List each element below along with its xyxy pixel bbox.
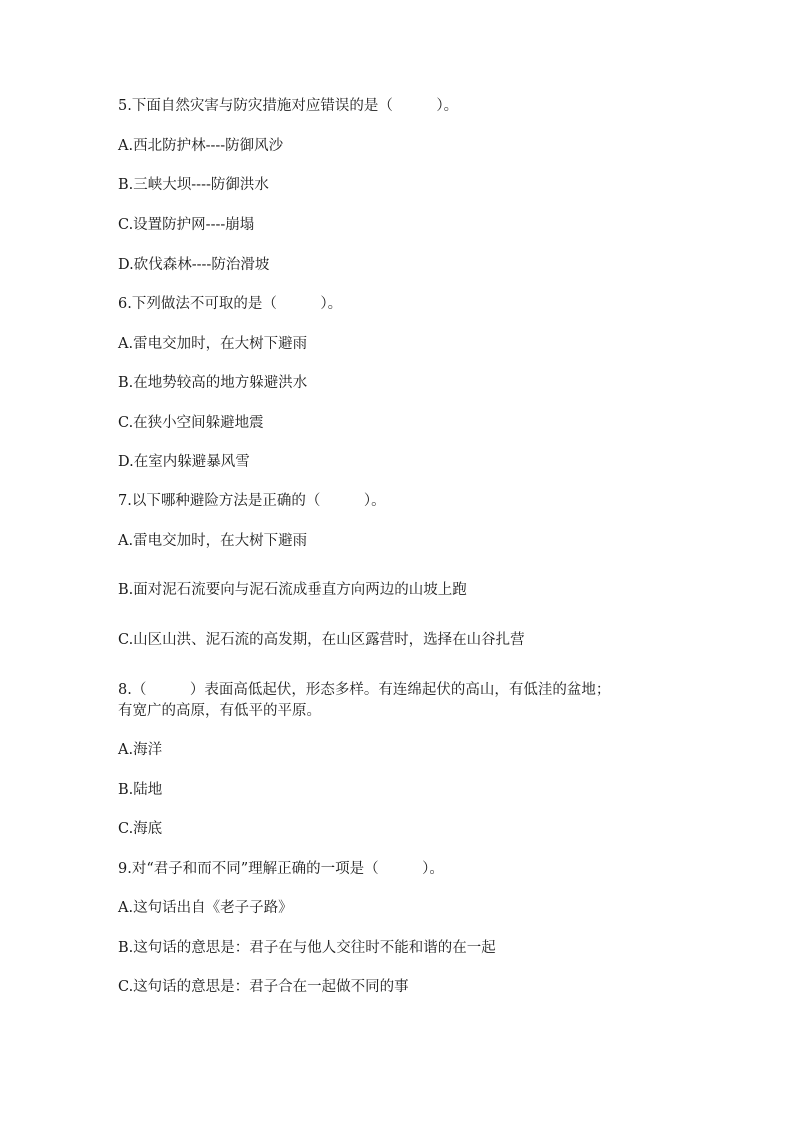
question-9-stem: 9.对“君子和而不同”理解正确的一项是（ ）。	[118, 861, 444, 877]
question-9-option-c: C.这句话的意思是：君子合在一起做不同的事	[118, 979, 409, 995]
question-7-option-a: A.雷电交加时，在大树下避雨	[118, 533, 308, 549]
question-8-option-a: A.海洋	[118, 742, 163, 758]
question-9-option-a: A.这句话出自《老子子路》	[118, 900, 293, 916]
question-5-option-c: C.设置防护网----崩塌	[118, 217, 255, 233]
question-8-option-c: C.海底	[118, 821, 163, 837]
question-7-stem: 7.以下哪种避险方法是正确的（ ）。	[118, 493, 386, 509]
question-5-stem: 5.下面自然灾害与防灾措施对应错误的是（ ）。	[118, 98, 459, 114]
question-6-option-c: C.在狭小空间躲避地震	[118, 415, 264, 431]
question-5-option-d: D.砍伐森林----防治滑坡	[118, 257, 270, 273]
question-6-option-a: A.雷电交加时，在大树下避雨	[118, 336, 308, 352]
question-6-stem: 6.下列做法不可取的是（ ）。	[118, 296, 343, 312]
question-6-option-b: B.在地势较高的地方躲避洪水	[118, 375, 308, 391]
question-7-option-b: B.面对泥石流要向与泥石流成垂直方向两边的山坡上跑	[118, 582, 467, 598]
question-7-option-c: C.山区山洪、泥石流的高发期，在山区露营时，选择在山谷扎营	[118, 632, 525, 648]
question-8-stem-line-2: 有宽广的高原，有低平的平原。	[118, 703, 321, 719]
question-5-option-a: A.西北防护林----防御风沙	[118, 138, 284, 154]
question-6-option-d: D.在室内躲避暴风雪	[118, 454, 250, 470]
question-9-option-b: B.这句话的意思是：君子在与他人交往时不能和谐的在一起	[118, 940, 496, 956]
question-8-option-b: B.陆地	[118, 782, 163, 798]
question-5-option-b: B.三峡大坝----防御洪水	[118, 177, 269, 193]
question-8-stem-line-1: 8.（ ）表面高低起伏，形态多样。有连绵起伏的高山，有低洼的盆地；	[118, 682, 611, 698]
